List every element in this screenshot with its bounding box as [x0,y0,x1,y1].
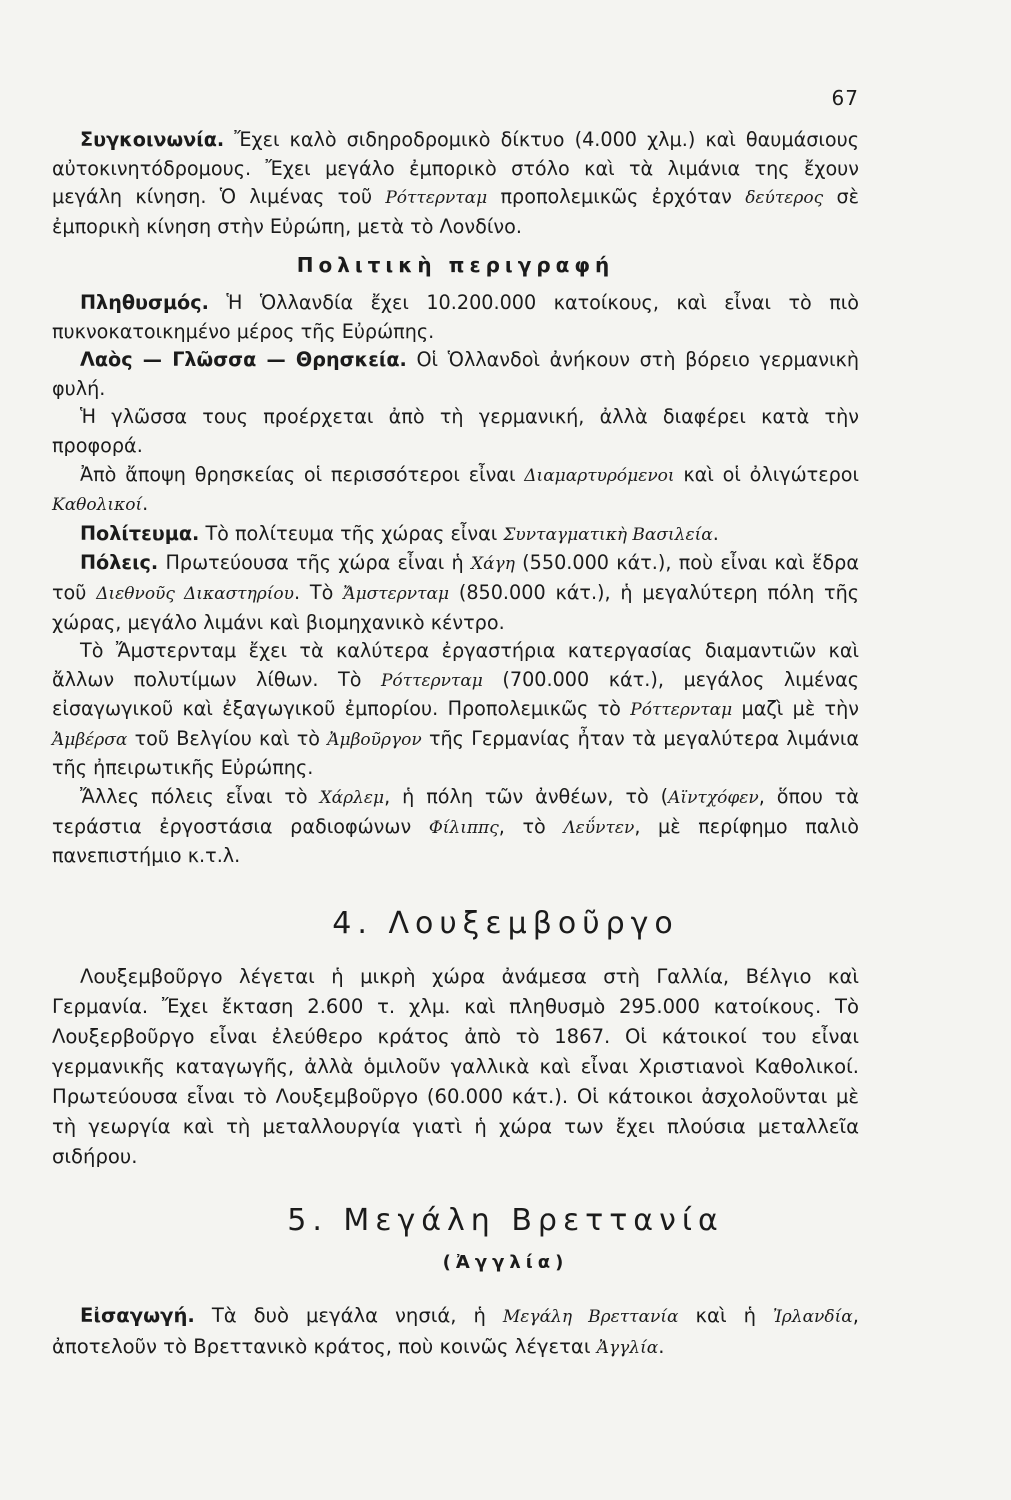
text: τῆς Γερμανίας ἦταν τὰ μεγαλύτερα λιμάνια τῆς ἠπειρωτικῆς Εὐρώπης. [52,726,859,780]
text: καὶ ἡ [678,1304,773,1327]
text: Οἱ Ὁλλανδοὶ ἀνήκουν στὴ βόρειο γερμανικὴ φυλή. [52,348,859,400]
text: Ἔχει καλὸ σιδηροδρομικὸ δίκτυο (4.000 χλμ.) καὶ θαυμάσιους αὐτοκινητόδρομους. Ἔχει μεγάλο ἐμπορικὸ στόλο καὶ τὰ λιμάνια της ἔχουν μεγάλη κίνηση. Ὁ λιμένας τοῦ [52,128,859,209]
text: , τὸ [498,814,564,838]
text: Ἡ Ὁλλανδία ἔχει 10.200.000 κατοίκους, καὶ εἶναι τὸ πιὸ πυκνοκατοικημένο μέρος τῆς Εὐρώπης. [52,290,859,343]
italic-term: Φίλιππς [428,817,499,838]
text: καὶ οἱ ὀλιγώτεροι [674,462,859,486]
lead-people: Λαὸς — Γλῶσσα — Θρησκεία. [80,348,407,372]
paragraph-religion [52,461,859,520]
italic-term: Ἀγγλία [596,1338,659,1358]
lead-communication: Συγκοινωνία. [80,128,225,151]
chapter-title-luxembourg: 4. Λουξεμβοῦργο [332,906,679,941]
text: , ἡ πόλη τῶν ἀνθέων, τὸ ( [384,785,669,809]
text: σὲ ἐμπορικὴ κίνηση στὴν Εὐρώπη, μετὰ τὸ Λονδίνο. [52,185,859,238]
text: , μὲ περίφημο παλιὸ πανεπιστήμιο κ.τ.λ. [52,814,859,868]
italic-term: δεύτερος [745,188,824,209]
paragraph-regime [52,520,859,550]
italic-term: Ἀμβοῦργον [327,729,422,750]
text: Τὸ πολίτευμα τῆς χώρας εἶναι [199,521,504,545]
italic-term: Ρόττερνταμ [380,670,483,691]
text: . [658,1335,665,1358]
text: (850.000 κάτ.), ἡ μεγαλύτερη πόλη τῆς χώρας, μεγάλο λιμάνι καὶ βιομηχανικὸ κέντρο. [52,580,859,634]
italic-term: Καθολικοί [52,495,143,516]
paragraph-luxembourg: Λουξεμβοῦργο λέγεται ἡ μικρὴ χώρα ἀνάμεσα στὴ Γαλλία, Βέλγιο καὶ Γερμανία. Ἔχει ἔκταση 2.600 τ. χλμ. καὶ πληθυσμὸ 295.000 κατοίκους. Τὸ Λουξερβοῦργο εἶναι ἐλεύθερο κράτος ἀπὸ τὸ 1867. Οἱ κάτοικοί του εἶναι γερμανικῆς καταγωγῆς, ἀλλὰ ὁμιλοῦν γαλλικὰ καὶ εἶναι Χριστιανοὶ Καθολικοί. Πρωτεύουσα εἶναι τὸ Λουξεμβοῦργο (60.000 κάτ.). Οἱ κάτοικοι ἀσχολοῦνται μὲ τὴ γεωργία καὶ τὴ μεταλλουργία γιατὶ ἡ χώρα των ἔχει πλούσια μεταλλεῖα σιδήρου. [52,965,859,1168]
chapter-title-great-britain: 5. Μεγάλη Βρεττανία [287,1203,724,1238]
italic-term: Χάρλεμ [319,788,385,809]
text: τοῦ Βελγίου καὶ τὸ [127,726,328,750]
italic-term: Ἄμστερνταμ [343,583,450,604]
lead-regime: Πολίτευμα. [80,521,200,545]
text: , ὅπου τὰ τεράστια ἐργοστάσια ραδιοφώνων [52,785,860,838]
italic-term: Ρόττερνταμ [385,188,488,209]
text: Τὰ δυὸ μεγάλα νησιά, ἡ [194,1304,503,1327]
text: προπολεμικῶς ἐρχόταν [487,185,746,209]
italic-term: Μεγάλη Βρεττανία [502,1307,679,1327]
page-number: 67 [831,86,859,110]
chapter-subtitle-england: (Ἀγγλία) [442,1252,569,1273]
lead-cities: Πόλεις. [80,551,159,575]
paragraph-population [52,289,859,346]
paragraph-introduction [52,1301,859,1363]
paragraph-people [52,346,859,403]
italic-term: Χάγη [470,554,515,575]
text: (550.000 κάτ.), ποὺ εἶναι καὶ ἕδρα τοῦ [52,551,859,604]
paragraph-language: Ἡ γλῶσσα τους προέρχεται ἀπὸ τὴ γερμανική, ἀλλὰ διαφέρει κατὰ τὴν προφορά. [52,405,859,457]
text: Τὸ Ἄμστερνταμ ἔχει τὰ καλύτερα ἐργαστήρια κατεργασίας διαμαντιῶν καὶ ἄλλων πολυτίμων λίθων. Τὸ [52,639,859,691]
italic-term: Αϊντχόφεν [668,788,759,809]
text: . Τὸ [294,580,344,604]
paragraph-amsterdam [52,637,859,783]
italic-term: Ἰρλανδία [772,1307,853,1327]
italic-term: Διεθνοῦς Δικαστηρίου [96,583,294,604]
italic-term: Ρόττερνταμ [630,700,733,721]
italic-term: Λεΰντεν [563,817,635,838]
section-great-britain [52,1301,859,1363]
paragraph-other-cities [52,783,859,871]
italic-term: Διαμαρτυρόμενοι [524,465,675,486]
italic-term: Συνταγματικὴ Βασιλεία [503,524,713,545]
text: . [712,521,719,545]
text: . [142,492,149,516]
text: Ἀπὸ ἄποψη θρησκείας οἱ περισσότεροι εἶναι [80,462,525,486]
text: Ἄλλες πόλεις εἶναι τὸ [80,785,320,809]
section-netherlands [52,126,859,871]
text: Πρωτεύουσα τῆς χώρα εἶναι ἡ [158,551,471,575]
section-luxembourg [52,962,859,1172]
lead-population: Πληθυσμός. [80,290,209,314]
lead-introduction: Εἰσαγωγή. [80,1304,195,1327]
paragraph-communication [52,126,859,241]
text: , ἀποτελοῦν τὸ Βρεττανικὸ κράτος, ποὺ κοινῶς λέγεται [52,1304,860,1358]
text: (700.000 κάτ.), μεγάλος λιμένας εἰσαγωγικοῦ καὶ ἐξαγωγικοῦ ἐμπορίου. Προπολεμικῶς τὸ [52,667,859,721]
paragraph-cities [52,549,859,637]
text: μαζὶ μὲ τὴν [732,697,859,721]
italic-term: Ἀμβέρσα [52,729,128,750]
political-heading: Πολιτικὴ περιγραφή [296,253,615,278]
